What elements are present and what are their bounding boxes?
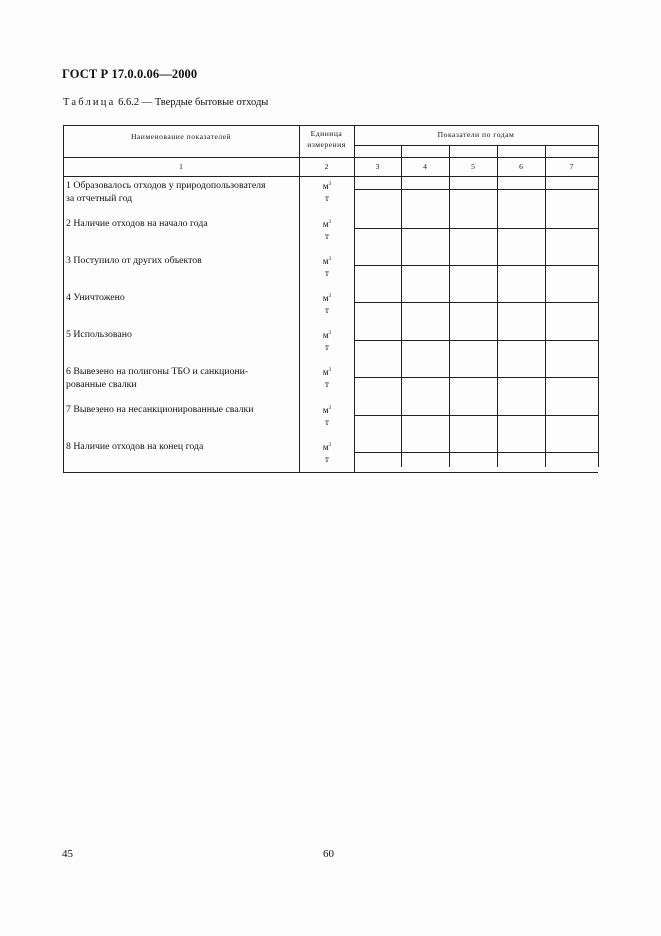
- table-left-rule: [63, 125, 64, 472]
- table-top-rule: [63, 125, 598, 126]
- name-column-rule: [299, 125, 300, 472]
- column-number: 6: [519, 162, 523, 171]
- row-rule: [354, 452, 598, 453]
- unit-ton: т: [325, 342, 329, 352]
- row-name: рованные свалки: [66, 378, 137, 390]
- year-column-rule: [449, 145, 450, 467]
- years-subheader-rule: [354, 145, 598, 146]
- unit-text: м: [322, 293, 329, 303]
- unit-ton: т: [325, 231, 329, 241]
- unit-text: м: [322, 219, 329, 229]
- row-rule: [354, 340, 598, 341]
- row-name: 5 Использовано: [66, 329, 132, 340]
- row-name: 4 Уничтожено: [66, 292, 125, 303]
- unit-ton: т: [325, 417, 329, 427]
- column-number: 7: [569, 162, 574, 171]
- row-rule: [354, 228, 598, 229]
- row-name: 8 Наличие отходов на конец года: [66, 441, 204, 452]
- unit-text: м: [322, 442, 329, 452]
- row-rule: [354, 415, 598, 416]
- unit-cubic-meter: [300, 330, 354, 340]
- column-number: 3: [375, 162, 380, 171]
- column-number: 4: [423, 162, 427, 171]
- row-rule: [354, 189, 598, 190]
- unit-cubic-meter: [300, 367, 354, 377]
- unit-superscript: 3: [328, 294, 332, 299]
- unit-superscript: 3: [328, 368, 332, 373]
- unit-cubic-meter: [300, 293, 354, 303]
- table-right-rule: [598, 125, 599, 467]
- row-name: за отчетный год: [66, 192, 133, 204]
- column-number: 1: [179, 162, 183, 171]
- numbers-bottom-rule: [63, 176, 598, 177]
- unit-ton: т: [325, 193, 329, 203]
- row-rule: [354, 377, 598, 378]
- unit-superscript: 3: [328, 257, 332, 262]
- unit-text: м: [322, 256, 329, 266]
- table-bottom-rule: [63, 472, 598, 473]
- unit-superscript: 3: [328, 182, 332, 187]
- unit-superscript: 3: [328, 331, 332, 336]
- header-bottom-rule: [63, 157, 598, 158]
- unit-cubic-meter: [300, 405, 354, 415]
- row-name: 2 Наличие отходов на начало года: [66, 218, 208, 229]
- unit-superscript: 3: [328, 443, 332, 448]
- unit-ton: т: [325, 379, 329, 389]
- unit-text: м: [322, 330, 329, 340]
- unit-text: м: [322, 181, 329, 191]
- page-number-left: 45: [62, 848, 73, 860]
- row-rule: [354, 302, 598, 303]
- unit-superscript: 3: [328, 220, 332, 225]
- unit-superscript: 3: [328, 406, 332, 411]
- unit-column-rule: [354, 125, 355, 472]
- row-name: 1 Образовалось отходов у природопользователя: [66, 180, 266, 191]
- row-name: 3 Поступило от других объектов: [66, 255, 202, 266]
- unit-text: м: [322, 405, 329, 415]
- table-caption-text: 6.6.2 — Твердые бытовые отходы: [118, 97, 269, 108]
- header-unit: Единица измерения: [307, 129, 346, 149]
- page-number-center: 60: [323, 848, 334, 860]
- unit-text: м: [322, 367, 329, 377]
- table-label: Таблица: [63, 97, 116, 108]
- unit-cubic-meter: [300, 256, 354, 266]
- column-number: 5: [471, 162, 475, 171]
- unit-cubic-meter: [300, 442, 354, 452]
- row-name: 7 Вывезено на несанкционированные свалки: [66, 404, 254, 415]
- unit-cubic-meter: [300, 181, 354, 191]
- row-rule: [354, 265, 598, 266]
- unit-ton: т: [325, 305, 329, 315]
- unit-ton: т: [325, 454, 329, 464]
- unit-ton: т: [325, 268, 329, 278]
- header-name: Наименование показателей: [130, 132, 232, 141]
- unit-cubic-meter: [300, 219, 354, 229]
- year-column-rule: [401, 145, 402, 467]
- header-years: Показатели по годам: [437, 130, 515, 139]
- row-name: 6 Вывезено на полигоны ТБО и санкциони-: [66, 366, 249, 377]
- document-code: ГОСТ Р 17.0.0.06—2000: [62, 67, 198, 81]
- table-caption: [63, 97, 268, 108]
- year-column-rule: [545, 145, 546, 467]
- year-column-rule: [497, 145, 498, 467]
- column-number: 2: [324, 162, 329, 171]
